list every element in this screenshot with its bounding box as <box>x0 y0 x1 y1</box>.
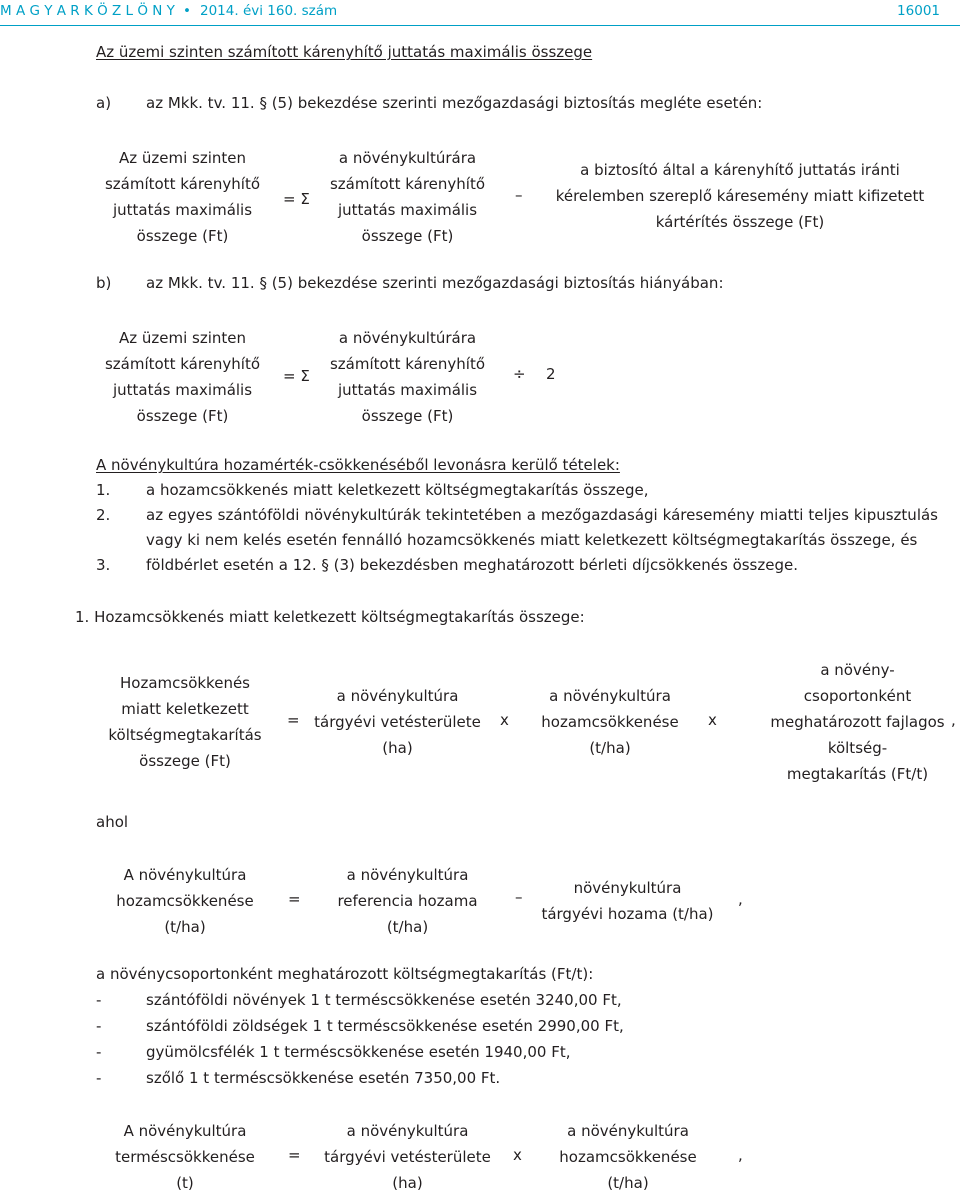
section-a-text: az Mkk. tv. 11. § (5) bekezdése szerinti mezőgazdasági biztosítás megléte esetén: <box>146 94 763 112</box>
formula-b-term1: a növénykultúrára számított kárenyhítő juttatás maximális összege (Ft) <box>329 329 486 425</box>
formula-2-equals: = <box>288 890 301 908</box>
part1-heading: 1. Hozamcsökkenés miatt keletkezett költségmegtakarítás összege: <box>75 608 585 626</box>
formula-1-term2: a növénykultúra hozamcsökkenése (t/ha) <box>541 687 679 757</box>
formula-1-term3: a növény- csoportonként meghatározott fajlagos költség- megtakarítás (Ft/t) <box>770 661 945 783</box>
formula-1-times2: x <box>708 711 717 729</box>
formula-1-times1: x <box>500 711 509 729</box>
savings-item-4: szőlő 1 t terméscsökkenése esetén 7350,00 Ft. <box>146 1069 501 1087</box>
deduction-3-text: földbérlet esetén a 12. § (3) bekezdésben meghatározott bérleti díjcsökkenés összege. <box>146 556 798 574</box>
formula-3-term2: a növénykultúra hozamcsökkenése (t/ha) <box>559 1122 697 1192</box>
page-number: 16001 <box>897 3 940 19</box>
ahol-label: ahol <box>96 813 129 831</box>
formula-3-comma: , <box>738 1146 743 1164</box>
deduction-2-text-line1: az egyes szántóföldi növénykultúrák tekintetében a mezőgazdasági káresemény miatti teljes kipusztulás <box>146 508 938 524</box>
formula-b-equals-sum: = Σ <box>283 367 310 385</box>
section-b-marker: b) <box>96 274 112 292</box>
header-rule <box>0 25 960 26</box>
savings-item-1: szántóföldi növények 1 t terméscsökkenése esetén 3240,00 Ft, <box>146 991 622 1009</box>
formula-2-lhs: A növénykultúra hozamcsökkenése (t/ha) <box>116 866 254 936</box>
formula-2-term2: növénykultúra tárgyévi hozama (t/ha) <box>541 879 714 923</box>
formula-a-lhs: Az üzemi szinten számított kárenyhítő juttatás maximális összege (Ft) <box>104 149 261 245</box>
savings-item-2: szántóföldi zöldségek 1 t terméscsökkenése esetén 2990,00 Ft, <box>146 1017 624 1035</box>
savings-dash-2: - <box>96 1017 102 1035</box>
formula-a-term1: a növénykultúrára számított kárenyhítő juttatás maximális összege (Ft) <box>329 149 486 245</box>
formula-3-term1: a növénykultúra tárgyévi vetésterülete (ha) <box>324 1122 491 1192</box>
formula-3-equals: = <box>288 1146 301 1164</box>
savings-dash-1: - <box>96 991 102 1009</box>
formula-3-times: x <box>513 1146 522 1164</box>
formula-1-comma: , <box>951 711 956 729</box>
savings-dash-4: - <box>96 1069 102 1087</box>
formula-b-divisor: 2 <box>546 365 556 383</box>
journal-name: M A G Y A R K Ö Z L Ö N Y <box>0 3 175 19</box>
deduction-3-num: 3. <box>96 556 111 574</box>
page-title: Az üzemi szinten számított kárenyhítő juttatás maximális összege <box>96 43 593 61</box>
formula-b-divide: ÷ <box>513 365 526 383</box>
formula-1-lhs: Hozamcsökkenés miatt keletkezett költségmegtakarítás összege (Ft) <box>108 674 262 770</box>
formula-b-lhs: Az üzemi szinten számított kárenyhítő juttatás maximális összege (Ft) <box>104 329 261 425</box>
deduction-1-num: 1. <box>96 481 111 499</box>
formula-2-comma: , <box>738 890 743 908</box>
section-a-marker: a) <box>96 94 112 112</box>
formula-2-minus: – <box>515 888 523 906</box>
savings-item-3: gyümölcsfélék 1 t terméscsökkenése esetén 1940,00 Ft, <box>146 1043 571 1061</box>
issue-number: 2014. évi 160. szám <box>200 3 338 19</box>
formula-a-minus: – <box>515 186 523 204</box>
section-b-text: az Mkk. tv. 11. § (5) bekezdése szerinti mezőgazdasági biztosítás hiányában: <box>146 274 724 292</box>
formula-a-term2: a biztosító által a kárenyhítő juttatás iránti kérelemben szereplő káresemény miatt kifizetett kártérítés összege (Ft) <box>555 161 925 231</box>
deduction-2-num: 2. <box>96 506 111 524</box>
savings-heading: a növénycsoportonként meghatározott költségmegtakarítás (Ft/t): <box>96 965 594 983</box>
formula-1-equals: = <box>287 711 300 729</box>
deduction-1-text: a hozamcsökkenés miatt keletkezett költségmegtakarítás összege, <box>146 481 649 499</box>
header-bullet: • <box>183 3 191 19</box>
formula-2-term1: a növénykultúra referencia hozama (t/ha) <box>337 866 478 936</box>
savings-dash-3: - <box>96 1043 102 1061</box>
formula-3-lhs: A növénykultúra terméscsökkenése (t) <box>115 1122 255 1192</box>
formula-1-term1: a növénykultúra tárgyévi vetésterülete (ha) <box>314 687 481 757</box>
deductions-heading: A növénykultúra hozamérték-csökkenéséből levonásra kerülő tételek: <box>96 456 620 474</box>
formula-a-equals-sum: = Σ <box>283 190 310 208</box>
deduction-2-text-line2: vagy ki nem kelés esetén fennálló hozamcsökkenés miatt keletkezett költségmegtakarítás összege, és <box>146 531 918 549</box>
